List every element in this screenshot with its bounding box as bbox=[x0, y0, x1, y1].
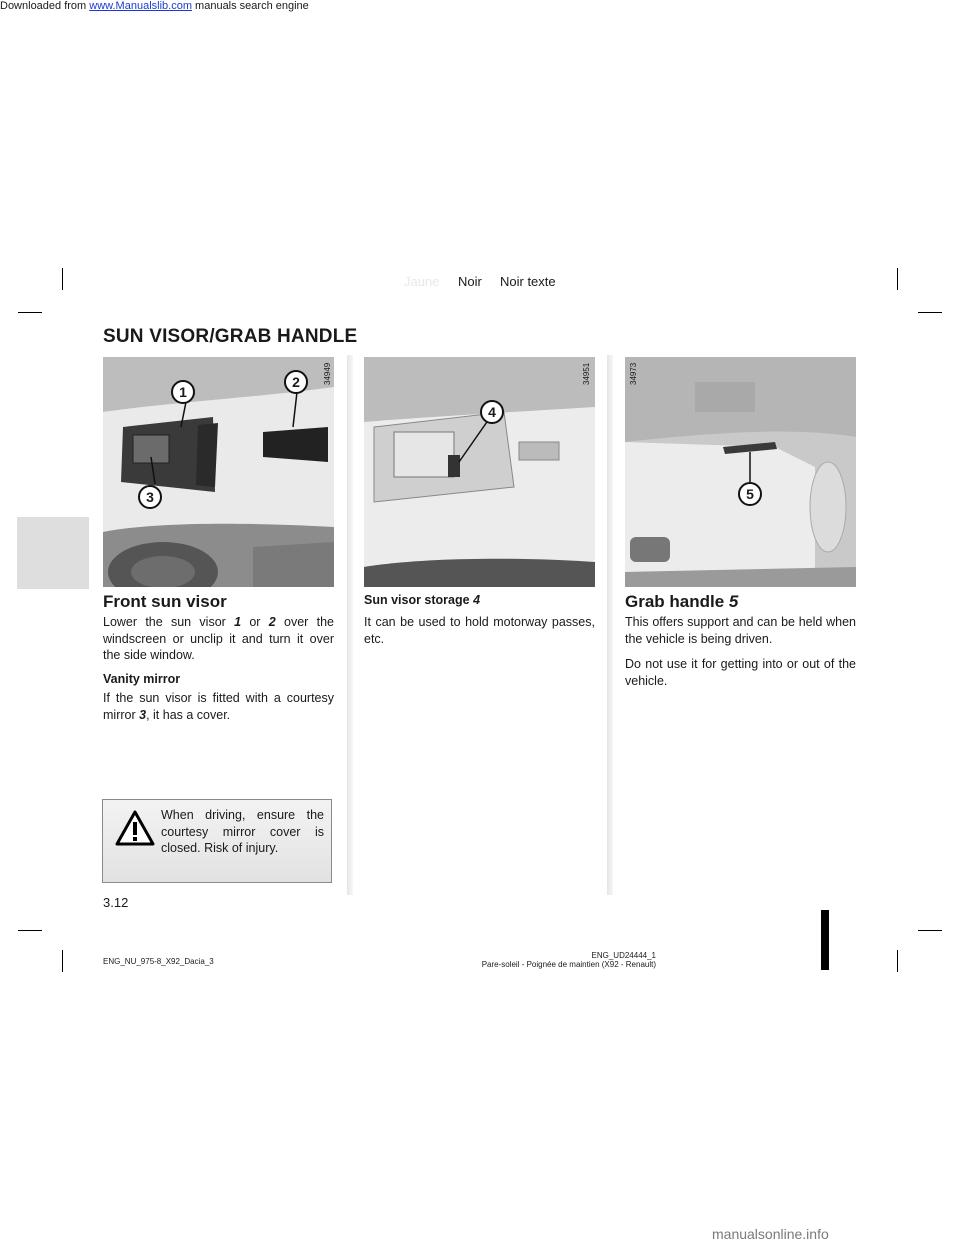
ref-3: 3 bbox=[139, 707, 147, 722]
heading-grab-handle bbox=[625, 592, 738, 612]
crop-mark bbox=[897, 268, 898, 290]
column-divider bbox=[607, 355, 613, 895]
heading-vanity-mirror: Vanity mirror bbox=[103, 672, 181, 686]
sun-visor-storage-text: It can be used to hold motorway passes, etc. bbox=[364, 615, 595, 646]
warning-box bbox=[102, 799, 332, 883]
crop-mark bbox=[918, 930, 942, 931]
footer-watermark: manualsonline.info bbox=[712, 1226, 829, 1242]
crop-mark bbox=[918, 312, 942, 313]
warning-text: When driving, ensure the courtesy mirror cover is closed. Risk of injury. bbox=[161, 808, 324, 855]
ref-2: 2 bbox=[268, 615, 276, 629]
heading-text: Sun visor storage bbox=[364, 593, 470, 607]
crop-mark bbox=[897, 950, 898, 972]
grab-handle-photo bbox=[625, 357, 856, 587]
crop-mark bbox=[62, 268, 63, 290]
callout-4: 4 bbox=[480, 400, 504, 424]
grab-handle-text-1: This offers support and can be held when the vehicle is being driven. bbox=[625, 615, 856, 646]
black-marker-bar bbox=[821, 910, 829, 970]
crop-mark bbox=[18, 930, 42, 931]
text-segment: or bbox=[249, 615, 261, 629]
text-segment: , it has a cover. bbox=[146, 707, 231, 722]
text-segment: If the sun visor is fitted with a courtesy mirror bbox=[103, 691, 334, 722]
header-suffix: manuals search engine bbox=[195, 0, 309, 12]
footer-right-line: Pare-soleil - Poignée de maintien (X92 - Renault) bbox=[481, 960, 656, 969]
heading-text: Grab handle bbox=[625, 592, 725, 611]
callout-2: 2 bbox=[284, 370, 308, 394]
page-number: 3.12 bbox=[103, 895, 129, 910]
vanity-mirror-text bbox=[103, 690, 334, 723]
column-divider bbox=[347, 355, 353, 895]
ref-5: 5 bbox=[728, 592, 739, 611]
color-label-black-text: Noir texte bbox=[500, 274, 556, 289]
grab-handle-text-2: Do not use it for getting into or out of the vehicle. bbox=[625, 657, 856, 688]
download-header bbox=[0, 0, 960, 14]
heading-front-sun-visor: Front sun visor bbox=[103, 592, 227, 611]
image-code: 34951 bbox=[582, 362, 591, 385]
chapter-tab bbox=[17, 517, 89, 589]
header-prefix: Downloaded from bbox=[0, 0, 87, 12]
image-code: 34949 bbox=[323, 362, 332, 385]
heading-sun-visor-storage bbox=[364, 593, 480, 607]
callout-5: 5 bbox=[738, 482, 762, 506]
footer-right bbox=[476, 951, 656, 969]
text-segment: over the windscreen or unclip it and turn it over the side window. bbox=[103, 615, 335, 662]
ref-4: 4 bbox=[473, 593, 481, 607]
callout-3: 3 bbox=[138, 485, 162, 509]
footer-left: ENG_NU_975-8_X92_Dacia_3 bbox=[103, 957, 214, 966]
image-code: 34973 bbox=[629, 362, 638, 385]
callout-1: 1 bbox=[171, 380, 195, 404]
color-label-black: Noir bbox=[458, 274, 482, 289]
text-segment: Lower the sun visor bbox=[103, 615, 226, 629]
crop-mark bbox=[62, 950, 63, 972]
crop-mark bbox=[18, 312, 42, 313]
footer-right-line: ENG_UD24444_1 bbox=[591, 951, 656, 960]
ref-1: 1 bbox=[234, 615, 242, 629]
page-title: SUN VISOR/GRAB HANDLE bbox=[103, 326, 358, 347]
manualslib-link[interactable]: www.Manualslib.com bbox=[89, 0, 192, 12]
front-sun-visor-text bbox=[103, 614, 334, 664]
visor-storage-photo bbox=[364, 357, 595, 587]
warning-triangle-icon bbox=[115, 810, 155, 846]
color-label-yellow: Jaune bbox=[404, 274, 440, 289]
